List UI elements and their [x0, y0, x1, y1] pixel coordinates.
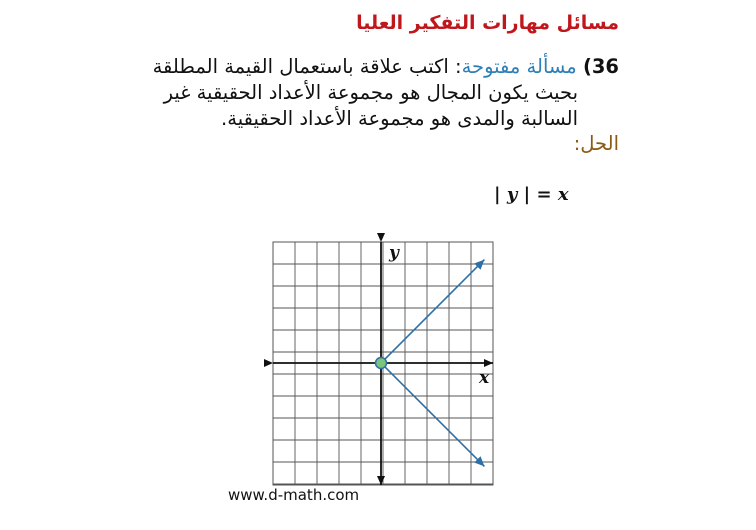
solution-label: الحل:	[573, 132, 619, 155]
problem-text-line-3: السالبة والمدى هو مجموعة الأعداد الحقيقية.	[221, 107, 578, 130]
problem-type-label: مسألة مفتوحة	[461, 55, 577, 78]
abs-bar-left: |	[494, 184, 501, 205]
equation-var-x: x	[557, 184, 569, 205]
problem-text-line-2: بحيث يكون المجال هو مجموعة الأعداد الحقيقية غير	[163, 81, 578, 104]
problem-number: 36)	[582, 55, 619, 78]
ray-lower	[381, 363, 484, 466]
vertex-point	[376, 358, 387, 369]
website-label: www.d-math.com	[228, 486, 360, 504]
equation-equals: =	[536, 184, 552, 205]
problem-text-line-1: اكتب علاقة باستعمال القيمة المطلقة	[152, 55, 449, 78]
x-axis-label: x	[479, 368, 490, 388]
ray-upper	[381, 260, 484, 363]
y-axis-label: y	[389, 243, 399, 263]
section-heading: مسائل مهارات التفكير العليا	[356, 12, 619, 34]
abs-bar-right: |	[523, 184, 531, 205]
equation-var-y: y	[506, 184, 518, 205]
problem-colon: :	[455, 55, 462, 78]
